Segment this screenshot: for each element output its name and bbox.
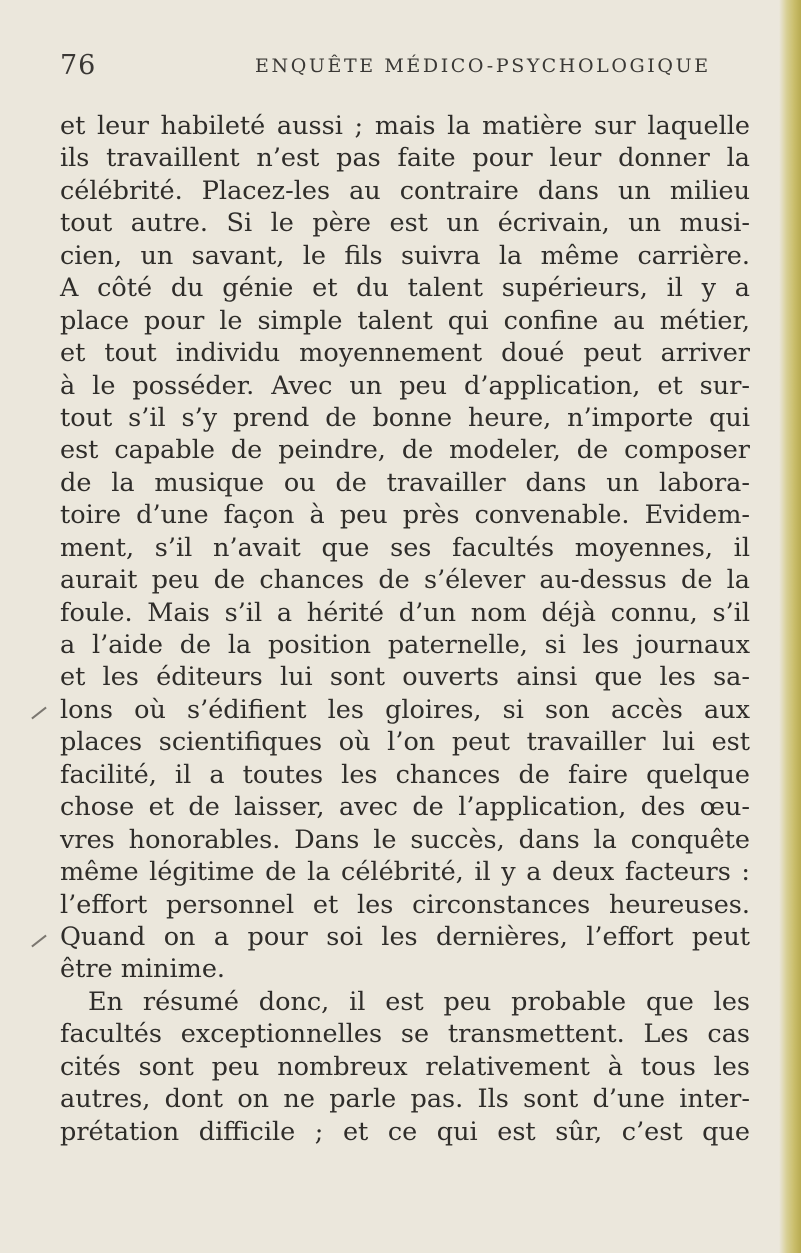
text-line: A côté du génie et du talent supérieurs, il y a: [60, 273, 750, 304]
text-line: autres, dont on ne parle pas. Ils sont d’une inter-: [60, 1084, 750, 1115]
margin-pencil-mark: [31, 707, 46, 720]
text-line: Quand on a pour soi les dernières, l’effort peut: [60, 921, 750, 952]
text-line: vres honorables. Dans le succès, dans la conquête: [60, 824, 750, 855]
text-line: de la musique ou de travailler dans un labora-: [60, 467, 750, 498]
text-line: places scientifiques où l’on peut travailler lui est: [60, 727, 750, 758]
text-line: et leur habileté aussi ; mais la matière sur laquelle: [60, 111, 750, 141]
text-line: tout autre. Si le père est un écrivain, un musi-: [60, 208, 750, 239]
page-edge-stain: [779, 0, 801, 1253]
text-line: célébrité. Placez-les au contraire dans un milieu: [60, 175, 750, 206]
text-line: est capable de peindre, de modeler, de composer: [60, 435, 750, 466]
text-line: place pour le simple talent qui confine au métier,: [60, 305, 750, 336]
page-number: 76: [60, 50, 97, 81]
text-line: tout s’il s’y prend de bonne heure, n’importe qui: [60, 402, 750, 433]
body-text: [60, 110, 750, 1148]
text-line: chose et de laisser, avec de l’application, des œu-: [60, 792, 750, 823]
text-line: même légitime de la célébrité, il y a deux facteurs :: [60, 857, 750, 888]
text-line: l’effort personnel et les circonstances heureuses.: [60, 889, 750, 920]
text-line: En résumé donc, il est peu probable que les: [88, 986, 750, 1017]
text-line: ment, s’il n’avait que ses facultés moyennes, il: [60, 532, 750, 563]
text-line: à le posséder. Avec un peu d’application, et sur-: [60, 370, 750, 401]
text-line: être minime.: [60, 954, 226, 985]
text-line: cités sont peu nombreux relativement à tous les: [60, 1051, 750, 1082]
text-line: a l’aide de la position paternelle, si les journaux: [60, 630, 750, 660]
text-line: cien, un savant, le fils suivra la même carrière.: [60, 240, 750, 271]
text-line: et les éditeurs lui sont ouverts ainsi que les sa-: [60, 662, 750, 693]
text-line: toire d’une façon à peu près convenable. Evidem-: [60, 500, 750, 531]
text-line: aurait peu de chances de s’élever au-dessus de la: [60, 565, 750, 596]
margin-pencil-mark: [31, 935, 46, 948]
text-line: foule. Mais s’il a hérité d’un nom déjà connu, s’il: [60, 597, 750, 628]
running-title: ENQUÊTE MÉDICO-PSYCHOLOGIQUE: [255, 55, 711, 77]
text-line: lons où s’édifient les gloires, si son accès aux: [60, 694, 750, 725]
text-line: facultés exceptionnelles se transmettent. Les cas: [60, 1019, 750, 1050]
text-line: et tout individu moyennement doué peut arriver: [60, 338, 750, 369]
text-line: ils travaillent n’est pas faite pour leur donner la: [60, 143, 750, 174]
running-head: [60, 44, 750, 88]
text-line: prétation difficile ; et ce qui est sûr, c’est que: [60, 1116, 750, 1147]
text-line: facilité, il a toutes les chances de faire quelque: [60, 759, 750, 790]
